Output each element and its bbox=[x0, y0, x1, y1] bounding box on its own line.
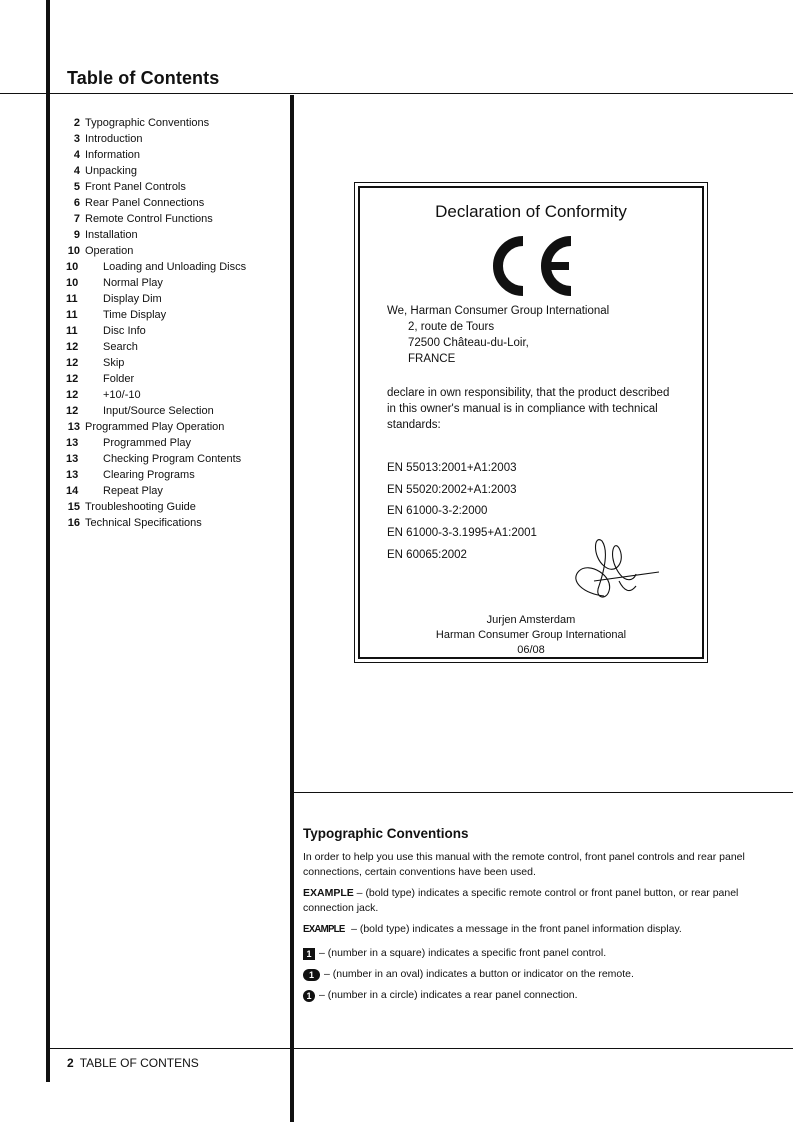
declaration-statement bbox=[387, 385, 669, 433]
column-divider-rule bbox=[290, 95, 294, 1122]
toc-entry-label: Programmed Play bbox=[103, 437, 192, 449]
standard-item: EN 55013:2001+A1:2003 bbox=[387, 462, 517, 474]
number-oval-icon: 1 bbox=[303, 969, 320, 981]
toc-entry[interactable] bbox=[66, 451, 288, 467]
toc-page-number: 3 bbox=[73, 133, 80, 145]
toc-entry[interactable] bbox=[66, 291, 288, 307]
toc-entry-label: Input/Source Selection bbox=[103, 405, 214, 417]
example-bold-label: EXAMPLE bbox=[303, 887, 354, 899]
toc-page-number: 13 bbox=[66, 437, 79, 449]
toc-entry-label: Checking Program Contents bbox=[103, 453, 242, 465]
page-footer bbox=[67, 1056, 199, 1070]
signer-company: Harman Consumer Group International bbox=[435, 629, 627, 641]
toc-entry-label: Rear Panel Connections bbox=[85, 197, 205, 209]
ce-mark-logo bbox=[483, 231, 583, 301]
footer-label: TABLE OF CONTENS bbox=[79, 1056, 199, 1070]
number-square-icon: 1 bbox=[303, 948, 315, 960]
toc-entry[interactable] bbox=[66, 195, 288, 211]
toc-page-number: 11 bbox=[66, 325, 78, 337]
address-street: 2, route de Tours bbox=[408, 321, 495, 333]
address-city: 72500 Château-du-Loir, bbox=[408, 337, 529, 349]
signer-block bbox=[360, 613, 702, 658]
toc-page-number: 4 bbox=[73, 165, 80, 177]
declaration-of-conformity-box bbox=[354, 182, 708, 663]
intro-paragraph: In order to help you use this manual with the remote control, front panel controls and rear panel connections, certain conventions have been used. bbox=[303, 851, 745, 878]
toc-page-number: 11 bbox=[66, 309, 78, 321]
toc-page-number: 13 bbox=[67, 421, 80, 433]
toc-entry-label: Introduction bbox=[85, 133, 143, 145]
oval-convention-text: – (number in an oval) indicates a button or indicator on the remote. bbox=[324, 968, 634, 980]
toc-entry[interactable] bbox=[66, 227, 288, 243]
toc-entry-label: +10/-10 bbox=[103, 389, 141, 401]
toc-entry[interactable] bbox=[66, 211, 288, 227]
example-display-text: – (bold type) indicates a message in the front panel information display. bbox=[348, 923, 682, 935]
standard-item: EN 55020:2002+A1:2003 bbox=[387, 484, 517, 496]
toc-entry-label: Programmed Play Operation bbox=[85, 421, 225, 433]
header-rule bbox=[0, 93, 793, 94]
toc-entry[interactable] bbox=[66, 339, 288, 355]
toc-entry[interactable] bbox=[66, 387, 288, 403]
toc-entry[interactable] bbox=[66, 115, 288, 131]
toc-page-number: 4 bbox=[73, 149, 80, 161]
toc-entry[interactable] bbox=[66, 323, 288, 339]
toc-entry-label: Time Display bbox=[103, 309, 167, 321]
toc-entry-label: Front Panel Controls bbox=[85, 181, 186, 193]
toc-entry-label: Typographic Conventions bbox=[85, 117, 210, 129]
toc-entry-label: Disc Info bbox=[103, 325, 146, 337]
statement-line: declare in own responsibility, that the product described bbox=[387, 387, 670, 399]
toc-entry-label: Normal Play bbox=[103, 277, 163, 289]
toc-entry[interactable] bbox=[66, 355, 288, 371]
toc-entry[interactable] bbox=[66, 371, 288, 387]
signer-date: 06/08 bbox=[517, 644, 545, 656]
toc-entry-label: Technical Specifications bbox=[85, 517, 202, 529]
toc-page-number: 9 bbox=[73, 229, 80, 241]
signature-image bbox=[564, 536, 664, 606]
toc-page-number: 12 bbox=[66, 389, 79, 401]
toc-entry[interactable] bbox=[66, 179, 288, 195]
toc-entry[interactable] bbox=[66, 163, 288, 179]
toc-page-number: 6 bbox=[73, 197, 80, 209]
toc-page-number: 11 bbox=[66, 293, 78, 305]
toc-entry[interactable] bbox=[66, 259, 288, 275]
statement-line: in this owner's manual is in compliance with technical bbox=[387, 403, 658, 415]
toc-entry[interactable] bbox=[66, 275, 288, 291]
table-of-contents bbox=[66, 115, 288, 531]
typographic-conventions-section bbox=[303, 826, 783, 1006]
circle-convention-text: – (number in a circle) indicates a rear panel connection. bbox=[319, 989, 578, 1001]
bold-example-paragraph bbox=[303, 886, 783, 916]
toc-page-number: 2 bbox=[73, 117, 80, 129]
signer-name: Jurjen Amsterdam bbox=[486, 614, 576, 626]
toc-page-number: 10 bbox=[66, 261, 79, 273]
toc-entry-label: Display Dim bbox=[103, 293, 162, 305]
toc-page-number: 15 bbox=[67, 501, 80, 513]
toc-entry[interactable] bbox=[66, 243, 288, 259]
toc-entry[interactable] bbox=[66, 467, 288, 483]
toc-page-number: 12 bbox=[66, 373, 79, 385]
section-rule bbox=[292, 792, 793, 793]
square-convention-row bbox=[303, 943, 783, 964]
toc-page-number: 13 bbox=[66, 469, 79, 481]
toc-entry[interactable] bbox=[66, 515, 288, 531]
toc-entry[interactable] bbox=[66, 499, 288, 515]
toc-page-number: 12 bbox=[66, 405, 79, 417]
toc-page-number: 7 bbox=[73, 213, 80, 225]
toc-entry[interactable] bbox=[66, 403, 288, 419]
toc-entry-label: Remote Control Functions bbox=[85, 213, 213, 225]
left-vertical-rule bbox=[46, 0, 50, 1082]
toc-entry-label: Unpacking bbox=[85, 165, 137, 177]
example-display-label: EXAMPLE bbox=[303, 923, 345, 935]
toc-entry-label: Search bbox=[103, 341, 138, 353]
toc-page-number: 10 bbox=[66, 277, 79, 289]
toc-entry-label: Operation bbox=[85, 245, 134, 257]
toc-entry-label: Folder bbox=[103, 373, 135, 385]
example-bold-text: – (bold type) indicates a specific remote control or front panel button, or rear panel connection jack. bbox=[303, 887, 739, 914]
toc-entry-label: Skip bbox=[103, 357, 125, 369]
address-country: FRANCE bbox=[408, 353, 456, 365]
page-title: Table of Contents bbox=[67, 68, 220, 88]
statement-line: standards: bbox=[387, 419, 441, 431]
toc-entry-label: Installation bbox=[85, 229, 138, 241]
footer-page-number: 2 bbox=[67, 1056, 74, 1070]
oval-convention-row bbox=[303, 964, 783, 985]
toc-entry[interactable] bbox=[66, 131, 288, 147]
standard-item: EN 61000-3-3.1995+A1:2001 bbox=[387, 527, 537, 539]
toc-entry[interactable] bbox=[66, 147, 288, 163]
declaration-inner-frame bbox=[358, 186, 704, 659]
toc-entry[interactable] bbox=[66, 419, 288, 435]
toc-entry-label: Loading and Unloading Discs bbox=[103, 261, 247, 273]
toc-page-number: 10 bbox=[67, 245, 80, 257]
toc-entry-label: Clearing Programs bbox=[103, 469, 195, 481]
toc-page-number: 12 bbox=[66, 341, 79, 353]
standard-item: EN 60065:2002 bbox=[387, 549, 467, 561]
toc-page-number: 5 bbox=[73, 181, 80, 193]
toc-page-number: 14 bbox=[66, 485, 79, 497]
declaration-title: Declaration of Conformity bbox=[435, 202, 627, 221]
footer-rule bbox=[46, 1048, 793, 1049]
display-example-paragraph bbox=[303, 922, 783, 937]
toc-entry-label: Repeat Play bbox=[103, 485, 163, 497]
toc-page-number: 13 bbox=[66, 453, 79, 465]
number-circle-icon: 1 bbox=[303, 990, 315, 1002]
circle-convention-row bbox=[303, 985, 783, 1006]
section-heading: Typographic Conventions bbox=[303, 826, 469, 841]
toc-page-number: 12 bbox=[66, 357, 79, 369]
toc-entry-label: Troubleshooting Guide bbox=[85, 501, 196, 513]
standard-item: EN 61000-3-2:2000 bbox=[387, 505, 488, 517]
toc-entry-label: Information bbox=[85, 149, 141, 161]
issuer-name: We, Harman Consumer Group International bbox=[387, 305, 610, 317]
toc-entry[interactable] bbox=[66, 435, 288, 451]
square-convention-text: – (number in a square) indicates a specific front panel control. bbox=[319, 947, 607, 959]
toc-entry[interactable] bbox=[66, 307, 288, 323]
toc-page-number: 16 bbox=[67, 517, 80, 529]
toc-entry[interactable] bbox=[66, 483, 288, 499]
